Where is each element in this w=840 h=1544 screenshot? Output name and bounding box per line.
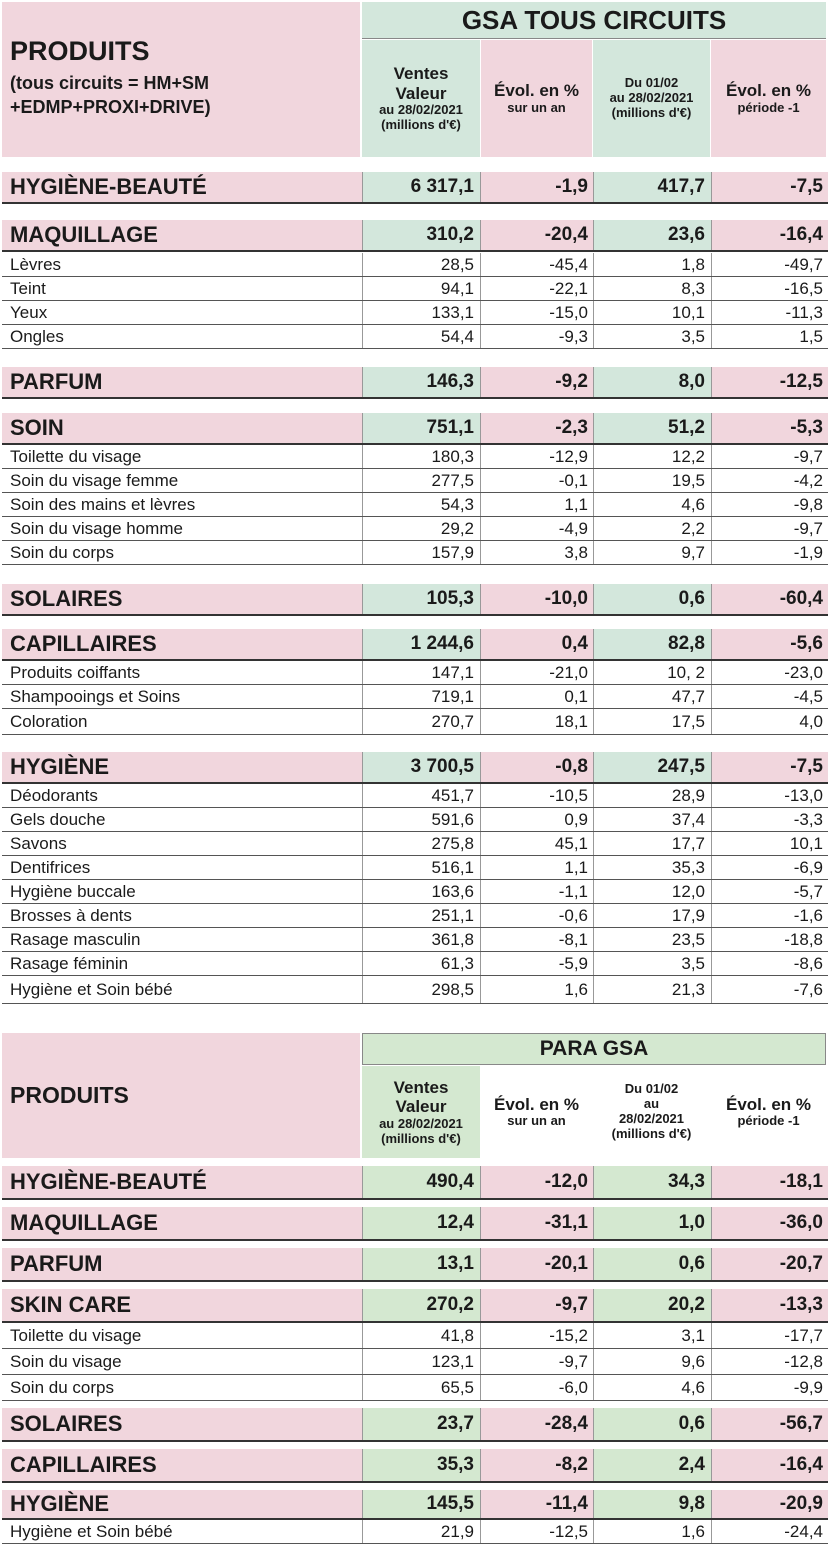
cell-value: -10,0 <box>480 584 593 614</box>
cell-value: 3,5 <box>593 952 711 975</box>
cell-value: 54,4 <box>362 325 480 348</box>
cell-value: -7,6 <box>711 976 828 1003</box>
cell-value: 21,3 <box>593 976 711 1003</box>
cell-value: -10,5 <box>480 784 593 807</box>
cell-value: -3,3 <box>711 808 828 831</box>
row-label: SKIN CARE <box>2 1289 362 1321</box>
table-row <box>2 301 828 325</box>
category-row <box>2 1408 828 1442</box>
cell-value: -22,1 <box>480 277 593 300</box>
cell-value: 591,6 <box>362 808 480 831</box>
col1-header-2a: Ventes <box>393 1077 449 1097</box>
cell-value: -11,3 <box>711 301 828 324</box>
cell-value: 157,9 <box>362 541 480 564</box>
cell-value: 1,8 <box>593 253 711 276</box>
row-label: Dentifrices <box>10 857 91 877</box>
products-note-2: +EDMP+PROXI+DRIVE) <box>10 97 211 117</box>
row-label: PARFUM <box>2 367 362 397</box>
cell-value: 35,3 <box>362 1449 480 1481</box>
col3-header-2c: 28/02/2021 <box>618 1111 685 1126</box>
cell-value: 163,6 <box>362 880 480 903</box>
row-label: Ongles <box>10 326 64 346</box>
cell-value: -9,3 <box>480 325 593 348</box>
row-label: SOLAIRES <box>2 1408 362 1440</box>
col4-header-b: période -1 <box>737 99 800 115</box>
cell-value: -20,9 <box>711 1490 828 1518</box>
row-label: HYGIÈNE <box>2 1490 362 1518</box>
table-row <box>2 709 828 735</box>
cell-value: -56,7 <box>711 1408 828 1440</box>
section1-title: GSA TOUS CIRCUITS <box>362 2 826 39</box>
cell-value: 12,4 <box>362 1207 480 1239</box>
cell-value: -4,9 <box>480 517 593 540</box>
cell-value: -7,5 <box>711 752 828 782</box>
cell-value: 147,1 <box>362 661 480 684</box>
row-label: Soin du visage <box>10 1351 122 1371</box>
cell-value: -1,9 <box>711 541 828 564</box>
col3-header-b: au 28/02/2021 <box>609 90 694 106</box>
row-label: CAPILLAIRES <box>2 629 362 659</box>
cell-value: 10,1 <box>711 832 828 855</box>
col3-header-c: (millions d'€) <box>611 104 692 120</box>
cell-value: -24,4 <box>711 1520 828 1543</box>
col3-header-2b: au <box>643 1096 660 1112</box>
cell-value: -1,9 <box>480 172 593 202</box>
cell-value: -12,8 <box>711 1349 828 1374</box>
cell-value: -20,1 <box>480 1248 593 1280</box>
cell-value: 10,1 <box>593 301 711 324</box>
cell-value: 19,5 <box>593 469 711 492</box>
category-row <box>2 1449 828 1483</box>
cell-value: 3,1 <box>593 1323 711 1348</box>
table-row <box>2 517 828 541</box>
cell-value: 490,4 <box>362 1166 480 1198</box>
cell-value: -12,5 <box>711 367 828 397</box>
cell-value: 23,6 <box>593 220 711 250</box>
cell-value: 2,2 <box>593 517 711 540</box>
cell-value: -12,5 <box>480 1520 593 1543</box>
category-row <box>2 1248 828 1282</box>
table-row <box>2 661 828 685</box>
category-row <box>2 413 828 445</box>
cell-value: -31,1 <box>480 1207 593 1239</box>
cell-value: 4,6 <box>593 1375 711 1400</box>
col4-header <box>711 40 826 157</box>
table-row <box>2 784 828 808</box>
row-label: HYGIÈNE-BEAUTÉ <box>2 172 362 202</box>
cell-value: 13,1 <box>362 1248 480 1280</box>
cell-value: 0,6 <box>593 1248 711 1280</box>
products-label-2: PRODUITS <box>10 1082 129 1108</box>
cell-value: 145,5 <box>362 1490 480 1518</box>
category-row <box>2 584 828 616</box>
cell-value: 123,1 <box>362 1349 480 1374</box>
cell-value: -5,7 <box>711 880 828 903</box>
cell-value: 28,9 <box>593 784 711 807</box>
cell-value: 61,3 <box>362 952 480 975</box>
row-label: Hygiène buccale <box>10 881 136 901</box>
row-label: Toilette du visage <box>10 1325 142 1345</box>
cell-value: 4,6 <box>593 493 711 516</box>
cell-value: -21,0 <box>480 661 593 684</box>
cell-value: 45,1 <box>480 832 593 855</box>
col2-header-b: sur un an <box>507 99 566 115</box>
category-row <box>2 1490 828 1520</box>
col3-header-2d: (millions d'€) <box>611 1125 692 1141</box>
cell-value: 247,5 <box>593 752 711 782</box>
cell-value: 310,2 <box>362 220 480 250</box>
cell-value: -0,6 <box>480 904 593 927</box>
row-label: Savons <box>10 833 67 853</box>
cell-value: 417,7 <box>593 172 711 202</box>
cell-value: 47,7 <box>593 685 711 708</box>
cell-value: 82,8 <box>593 629 711 659</box>
cell-value: 17,7 <box>593 832 711 855</box>
cell-value: -4,2 <box>711 469 828 492</box>
category-row <box>2 1207 828 1241</box>
cell-value: -0,1 <box>480 469 593 492</box>
col1-header-2 <box>362 1066 480 1158</box>
table-row <box>2 1520 828 1544</box>
table-row <box>2 928 828 952</box>
table-row <box>2 952 828 976</box>
cell-value: -18,8 <box>711 928 828 951</box>
table-row <box>2 1375 828 1401</box>
row-label: Soin du corps <box>10 1377 114 1397</box>
col1-header <box>362 40 480 157</box>
cell-value: 180,3 <box>362 445 480 468</box>
row-label: CAPILLAIRES <box>2 1449 362 1481</box>
cell-value: -1,6 <box>711 904 828 927</box>
table-row <box>2 277 828 301</box>
products-header-cell-2 <box>2 1033 360 1158</box>
category-row <box>2 172 828 204</box>
cell-value: 0,9 <box>480 808 593 831</box>
cell-value: -8,2 <box>480 1449 593 1481</box>
col4-header-a: Évol. en % <box>725 81 812 101</box>
cell-value: -9,7 <box>711 517 828 540</box>
table-row <box>2 325 828 349</box>
cell-value: 0,4 <box>480 629 593 659</box>
cell-value: 8,0 <box>593 367 711 397</box>
cell-value: -18,1 <box>711 1166 828 1198</box>
row-label: Soin du corps <box>10 542 114 562</box>
cell-value: -17,7 <box>711 1323 828 1348</box>
cell-value: 298,5 <box>362 976 480 1003</box>
col1-header-d: (millions d'€) <box>381 117 461 133</box>
cell-value: 251,1 <box>362 904 480 927</box>
row-label: SOLAIRES <box>2 584 362 614</box>
products-note-1: (tous circuits = HM+SM <box>10 73 210 93</box>
cell-value: -6,9 <box>711 856 828 879</box>
cell-value: -0,8 <box>480 752 593 782</box>
table-row <box>2 1323 828 1349</box>
row-label: Coloration <box>10 711 88 731</box>
table-row <box>2 541 828 565</box>
cell-value: 105,3 <box>362 584 480 614</box>
row-label: Hygiène et Soin bébé <box>10 979 173 999</box>
col3-header <box>593 40 710 157</box>
cell-value: 516,1 <box>362 856 480 879</box>
cell-value: 2,4 <box>593 1449 711 1481</box>
cell-value: 17,5 <box>593 709 711 734</box>
cell-value: 1,1 <box>480 493 593 516</box>
row-label: SOIN <box>2 413 362 443</box>
row-label: Soin du visage homme <box>10 518 183 538</box>
cell-value: 0,6 <box>593 1408 711 1440</box>
products-header-cell <box>2 2 360 157</box>
table-row <box>2 493 828 517</box>
cell-value: -16,4 <box>711 1449 828 1481</box>
cell-value: 37,4 <box>593 808 711 831</box>
row-label: Toilette du visage <box>10 446 142 466</box>
cell-value: -15,0 <box>480 301 593 324</box>
cell-value: -4,5 <box>711 685 828 708</box>
cell-value: 6 317,1 <box>362 172 480 202</box>
cell-value: -20,7 <box>711 1248 828 1280</box>
category-row <box>2 1289 828 1323</box>
table-row <box>2 445 828 469</box>
cell-value: -5,3 <box>711 413 828 443</box>
cell-value: 28,5 <box>362 253 480 276</box>
col1-header-b: Valeur <box>395 83 447 103</box>
cell-value: -9,2 <box>480 367 593 397</box>
cell-value: 51,2 <box>593 413 711 443</box>
cell-value: 12,0 <box>593 880 711 903</box>
cell-value: -23,0 <box>711 661 828 684</box>
row-label: MAQUILLAGE <box>2 220 362 250</box>
row-label: Gels douche <box>10 809 106 829</box>
cell-value: 1,6 <box>593 1520 711 1543</box>
cell-value: 20,2 <box>593 1289 711 1321</box>
col3-header-a: Du 01/02 <box>624 75 679 91</box>
table-row <box>2 904 828 928</box>
cell-value: -36,0 <box>711 1207 828 1239</box>
cell-value: 1 244,6 <box>362 629 480 659</box>
cell-value: -12,0 <box>480 1166 593 1198</box>
col2-header <box>481 40 592 157</box>
cell-value: 35,3 <box>593 856 711 879</box>
row-label: Déodorants <box>10 785 98 805</box>
row-label: MAQUILLAGE <box>2 1207 362 1239</box>
cell-value: 23,7 <box>362 1408 480 1440</box>
cell-value: -8,1 <box>480 928 593 951</box>
cell-value: 10, 2 <box>593 661 711 684</box>
table-row <box>2 808 828 832</box>
cell-value: -5,6 <box>711 629 828 659</box>
cell-value: 21,9 <box>362 1520 480 1543</box>
col2-header-a: Évol. en % <box>493 81 580 101</box>
cell-value: 17,9 <box>593 904 711 927</box>
cell-value: -9,7 <box>480 1349 593 1374</box>
cell-value: -2,3 <box>480 413 593 443</box>
cell-value: 29,2 <box>362 517 480 540</box>
cell-value: -9,7 <box>480 1289 593 1321</box>
category-row <box>2 1166 828 1200</box>
col2-header-2a: Évol. en % <box>493 1094 580 1114</box>
cell-value: -1,1 <box>480 880 593 903</box>
cell-value: -60,4 <box>711 584 828 614</box>
table-row <box>2 832 828 856</box>
cell-value: -20,4 <box>480 220 593 250</box>
cell-value: 9,8 <box>593 1490 711 1518</box>
table-row <box>2 1349 828 1375</box>
cell-value: -28,4 <box>480 1408 593 1440</box>
cell-value: 94,1 <box>362 277 480 300</box>
cell-value: -6,0 <box>480 1375 593 1400</box>
cell-value: 361,8 <box>362 928 480 951</box>
cell-value: 8,3 <box>593 277 711 300</box>
cell-value: 4,0 <box>711 709 828 734</box>
row-label: Rasage masculin <box>10 929 141 949</box>
cell-value: 146,3 <box>362 367 480 397</box>
cell-value: 18,1 <box>480 709 593 734</box>
cell-value: 54,3 <box>362 493 480 516</box>
cell-value: -45,4 <box>480 253 593 276</box>
col1-header-a: Ventes <box>393 64 449 84</box>
table-row <box>2 880 828 904</box>
cell-value: -5,9 <box>480 952 593 975</box>
col3-header-2 <box>593 1066 710 1158</box>
cell-value: 3 700,5 <box>362 752 480 782</box>
col1-header-2b: Valeur <box>395 1097 447 1117</box>
cell-value: 133,1 <box>362 301 480 324</box>
col1-header-2c: au 28/02/2021 <box>379 1115 463 1131</box>
row-label: HYGIÈNE <box>2 752 362 782</box>
cell-value: 9,6 <box>593 1349 711 1374</box>
col1-header-c: au 28/02/2021 <box>379 102 463 118</box>
cell-value: -12,9 <box>480 445 593 468</box>
cell-value: 3,8 <box>480 541 593 564</box>
row-label: Teint <box>10 278 46 298</box>
cell-value: 9,7 <box>593 541 711 564</box>
cell-value: 1,0 <box>593 1207 711 1239</box>
col3-header-2a: Du 01/02 <box>624 1081 679 1097</box>
cell-value: -16,5 <box>711 277 828 300</box>
row-label: Shampooings et Soins <box>10 686 181 706</box>
table-row <box>2 253 828 277</box>
cell-value: 277,5 <box>362 469 480 492</box>
row-label: Produits coiffants <box>10 662 141 682</box>
col4-header-2a: Évol. en % <box>725 1094 812 1114</box>
table-row <box>2 685 828 709</box>
cell-value: -13,0 <box>711 784 828 807</box>
cell-value: 12,2 <box>593 445 711 468</box>
cell-value: 41,8 <box>362 1323 480 1348</box>
row-label: PARFUM <box>2 1248 362 1280</box>
cell-value: -49,7 <box>711 253 828 276</box>
cell-value: -9,7 <box>711 445 828 468</box>
table-row <box>2 469 828 493</box>
col2-header-2b: sur un an <box>507 1113 566 1129</box>
row-label: Yeux <box>10 302 48 322</box>
category-row <box>2 367 828 399</box>
cell-value: -9,9 <box>711 1375 828 1400</box>
cell-value: 751,1 <box>362 413 480 443</box>
cell-value: 23,5 <box>593 928 711 951</box>
row-label: Rasage féminin <box>10 953 129 973</box>
cell-value: 0,6 <box>593 584 711 614</box>
cell-value: 719,1 <box>362 685 480 708</box>
cell-value: -7,5 <box>711 172 828 202</box>
cell-value: -16,4 <box>711 220 828 250</box>
cell-value: -15,2 <box>480 1323 593 1348</box>
col1-header-2d: (millions d'€) <box>381 1130 461 1146</box>
cell-value: -9,8 <box>711 493 828 516</box>
cell-value: -8,6 <box>711 952 828 975</box>
cell-value: 0,1 <box>480 685 593 708</box>
cell-value: 1,5 <box>711 325 828 348</box>
col2-header-2 <box>481 1066 592 1158</box>
col4-header-2 <box>711 1066 826 1158</box>
cell-value: 65,5 <box>362 1375 480 1400</box>
category-row <box>2 220 828 252</box>
products-label: PRODUITS <box>10 36 150 66</box>
cell-value: 451,7 <box>362 784 480 807</box>
cell-value: 34,3 <box>593 1166 711 1198</box>
row-label: Soin du visage femme <box>10 470 179 490</box>
table-row <box>2 976 828 1004</box>
row-label: Brosses à dents <box>10 905 132 925</box>
category-row <box>2 752 828 784</box>
category-row <box>2 629 828 661</box>
cell-value: -13,3 <box>711 1289 828 1321</box>
col4-header-2b: période -1 <box>737 1113 800 1129</box>
cell-value: 275,8 <box>362 832 480 855</box>
row-label: Lèvres <box>10 254 62 274</box>
row-label: Hygiène et Soin bébé <box>10 1521 173 1541</box>
cell-value: 270,7 <box>362 709 480 734</box>
cell-value: 1,6 <box>480 976 593 1003</box>
table-row <box>2 856 828 880</box>
cell-value: 1,1 <box>480 856 593 879</box>
cell-value: -11,4 <box>480 1490 593 1518</box>
row-label: Soin des mains et lèvres <box>10 494 196 514</box>
row-label: HYGIÈNE-BEAUTÉ <box>2 1166 362 1198</box>
cell-value: 270,2 <box>362 1289 480 1321</box>
cell-value: 3,5 <box>593 325 711 348</box>
section2-title: PARA GSA <box>362 1033 826 1065</box>
